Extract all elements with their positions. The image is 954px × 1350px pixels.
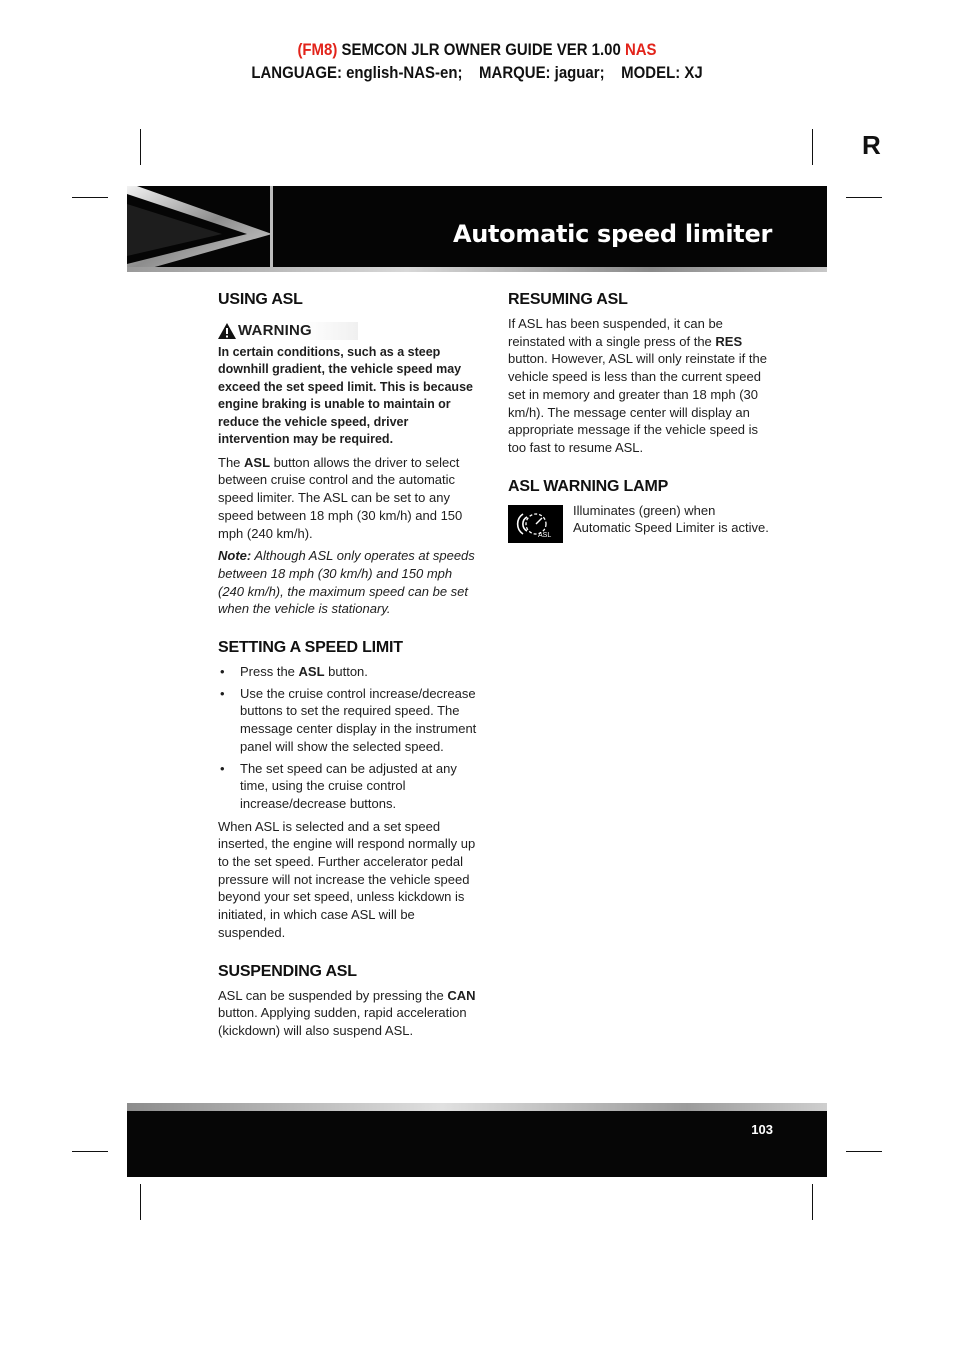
section-asl-warning-lamp	[508, 477, 774, 543]
asl-lamp-icon	[508, 505, 563, 543]
heading-setting-speed-limit: SETTING A SPEED LIMIT	[218, 639, 403, 657]
note-text: Although ASL only operates at speeds between 18 mph (30 km/h) and 150 mph (240 km/h), the maximum speed can be set when the vehicle is stationary.	[218, 548, 475, 617]
res-button-ref: RES	[715, 333, 743, 349]
note-label: Note:	[218, 548, 252, 564]
list-item: • The set speed can be adjusted at any time, using the cruise control increase/decrease buttons.	[218, 760, 481, 813]
setting-paragraph: When ASL is selected and a set speed inserted, the engine will respond normally up to the set speed. Further accelerator pedal pressure will not increase the vehicle speed beyond your set speed, unless kickdown is initiated, in which case ASL will be suspended.	[218, 818, 476, 940]
text-run: button. However, ASL will only reinstate if the vehicle speed is less than the current speed set in memory and greater than 18 mph (30 km/h). The message center will display an appropriate message if the vehicle speed is too fast to resume ASL.	[508, 351, 767, 455]
heading-resuming-asl: RESUMING ASL	[508, 291, 628, 308]
fm-code: (FM8)	[297, 40, 338, 59]
heading-asl-warning-lamp: ASL WARNING LAMP	[508, 477, 669, 495]
page-number: 103	[751, 1122, 773, 1137]
crop-mark	[846, 1151, 882, 1152]
asl-button-ref: ASL	[298, 664, 325, 680]
text-run: ASL can be suspended by pressing the	[218, 987, 448, 1003]
chevron-graphic	[127, 186, 287, 272]
text-run: button.	[324, 664, 368, 680]
right-column	[508, 290, 774, 563]
warning-text: In certain conditions, such as a steep downhill gradient, the vehicle speed may exceed the set speed limit. This is because engine braking is unable to maintain or reduce the vehicle speed, driver intervention may be required.	[218, 344, 473, 447]
note	[218, 547, 481, 618]
can-button-ref: CAN	[447, 987, 476, 1003]
lamp-row	[508, 502, 774, 543]
crop-mark	[140, 1184, 141, 1220]
section-suspending-asl	[218, 962, 481, 1040]
footer-band	[127, 1111, 827, 1177]
section-using-asl	[218, 290, 481, 618]
chapter-title: Automatic speed limiter	[452, 220, 772, 248]
suspending-paragraph	[218, 987, 481, 1040]
crop-mark	[812, 129, 813, 165]
asl-icon-label: ASL	[537, 531, 551, 539]
crop-mark	[846, 197, 882, 198]
setting-steps-list	[218, 663, 481, 813]
text-run: If ASL has been suspended, it can be reinstated with a single press of the	[508, 316, 723, 349]
warning-header	[218, 322, 358, 340]
section-resuming-asl	[508, 290, 774, 457]
warning-label: WARNING	[238, 322, 312, 339]
text-run: Press the	[240, 664, 299, 680]
text-run: button allows the driver to select between cruise control and the automatic speed limiter. The ASL can be set to any speed between 18 mph (30 km/h) and 150 mph (240 km/h).	[218, 454, 463, 541]
list-item	[218, 663, 481, 681]
crop-mark	[72, 1151, 108, 1152]
asl-description	[218, 454, 481, 543]
text-run: button. Applying sudden, rapid acceleration (kickdown) will also suspend ASL.	[218, 1005, 467, 1038]
warning-triangle-icon	[218, 323, 236, 339]
text-run: The	[218, 454, 245, 470]
asl-button-ref: ASL	[244, 454, 271, 470]
footer-rule	[127, 1103, 827, 1111]
job-header-line1	[57, 38, 897, 61]
crop-mark	[812, 1184, 813, 1220]
resuming-paragraph	[508, 315, 774, 457]
section-setting-speed-limit	[218, 638, 481, 942]
job-header-line2: LANGUAGE: english-NAS-en; MARQUE: jaguar; MODEL: XJ	[251, 63, 703, 82]
section-side-mark: R	[862, 130, 881, 160]
crop-mark	[72, 197, 108, 198]
lamp-description: Illuminates (green) when Automatic Speed Limiter is active.	[573, 502, 769, 536]
region-code: NAS	[624, 40, 657, 59]
heading-using-asl: USING ASL	[218, 291, 303, 308]
speed-limiter-icon	[514, 508, 558, 540]
chapter-banner	[127, 186, 827, 272]
left-column	[218, 290, 481, 1060]
guide-title: SEMCON JLR OWNER GUIDE VER 1.00	[337, 40, 625, 59]
list-item: • Use the cruise control increase/decrease buttons to set the required speed. The message center display in the instrument panel will show the selected speed.	[218, 685, 481, 756]
job-header	[57, 38, 897, 84]
crop-mark	[140, 129, 141, 165]
banner-rule	[127, 267, 827, 272]
heading-suspending-asl: SUSPENDING ASL	[218, 962, 357, 980]
